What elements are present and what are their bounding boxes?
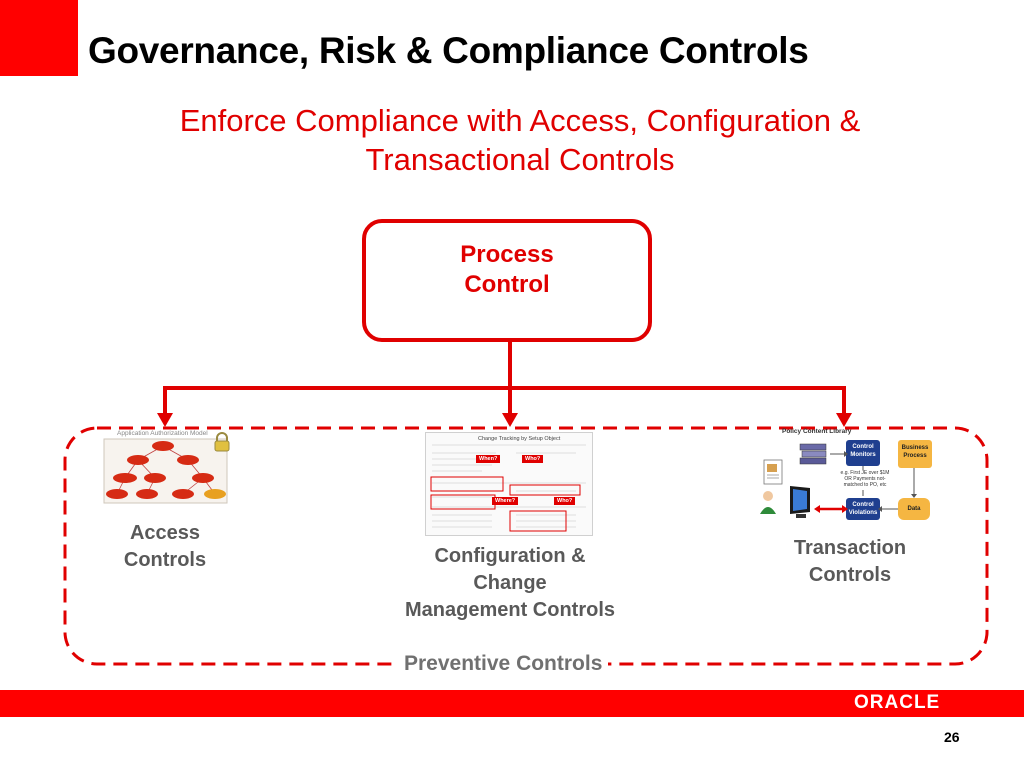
preventive-controls-label: Preventive Controls: [398, 652, 608, 676]
control-monitors-box: Control Monitors: [846, 440, 880, 466]
access-controls-line-2: Controls: [123, 549, 207, 571]
process-control-line-2: Control: [464, 271, 550, 298]
change-tracking-form: [426, 433, 592, 535]
subtitle-line-1: Enforce Compliance with Access, Configuration &: [179, 103, 861, 138]
config-controls-label: [385, 543, 635, 624]
config-controls-line-3: Management Controls: [404, 599, 616, 621]
arrow-config: [502, 413, 518, 427]
callout-where: Where?: [492, 497, 518, 505]
config-controls-line-2: Change: [473, 572, 547, 594]
callout-who: Who?: [522, 455, 543, 463]
slide-title: Governance, Risk & Compliance Controls: [88, 30, 809, 71]
callout-when: When?: [476, 455, 500, 463]
transaction-controls-line-2: Controls: [808, 564, 892, 586]
access-controls-label: [103, 520, 227, 574]
arrow-transaction: [836, 413, 852, 427]
page-number: 26: [944, 729, 960, 745]
authorization-model-graph: [103, 438, 228, 504]
lock-icon: [213, 432, 231, 452]
policy-content-library-label: Policy Content Library: [782, 428, 852, 435]
user-with-document-icon: [758, 458, 788, 518]
data-cylinder: Data: [898, 498, 930, 520]
transaction-controls-diagram: [758, 428, 948, 528]
callout-who-2: Who?: [554, 497, 575, 505]
access-controls-thumbnail: [103, 432, 228, 504]
process-control-line-1: Process: [460, 241, 554, 268]
arrow-access: [157, 413, 173, 427]
config-controls-line-1: Configuration &: [434, 545, 586, 567]
authorization-model-caption: Application Authorization Model: [117, 430, 208, 437]
subtitle-line-2: Transactional Controls: [365, 142, 675, 177]
oracle-logo: ORACLE: [854, 692, 941, 713]
change-tracking-title: Change Tracking by Setup Object: [478, 436, 561, 442]
control-violations-box: Control Violations: [846, 498, 880, 520]
monitor-icon: [786, 484, 816, 524]
process-control-label: [362, 240, 652, 300]
transaction-controls-line-1: Transaction: [793, 537, 907, 559]
change-tracking-thumbnail: [425, 432, 593, 536]
business-process-box: Business Process: [898, 440, 932, 468]
transaction-controls-label: [770, 535, 930, 589]
access-controls-line-1: Access: [129, 522, 201, 544]
control-example-text: e.g. First JE over $1M OR Payments not-matched to PO, etc: [840, 470, 890, 488]
